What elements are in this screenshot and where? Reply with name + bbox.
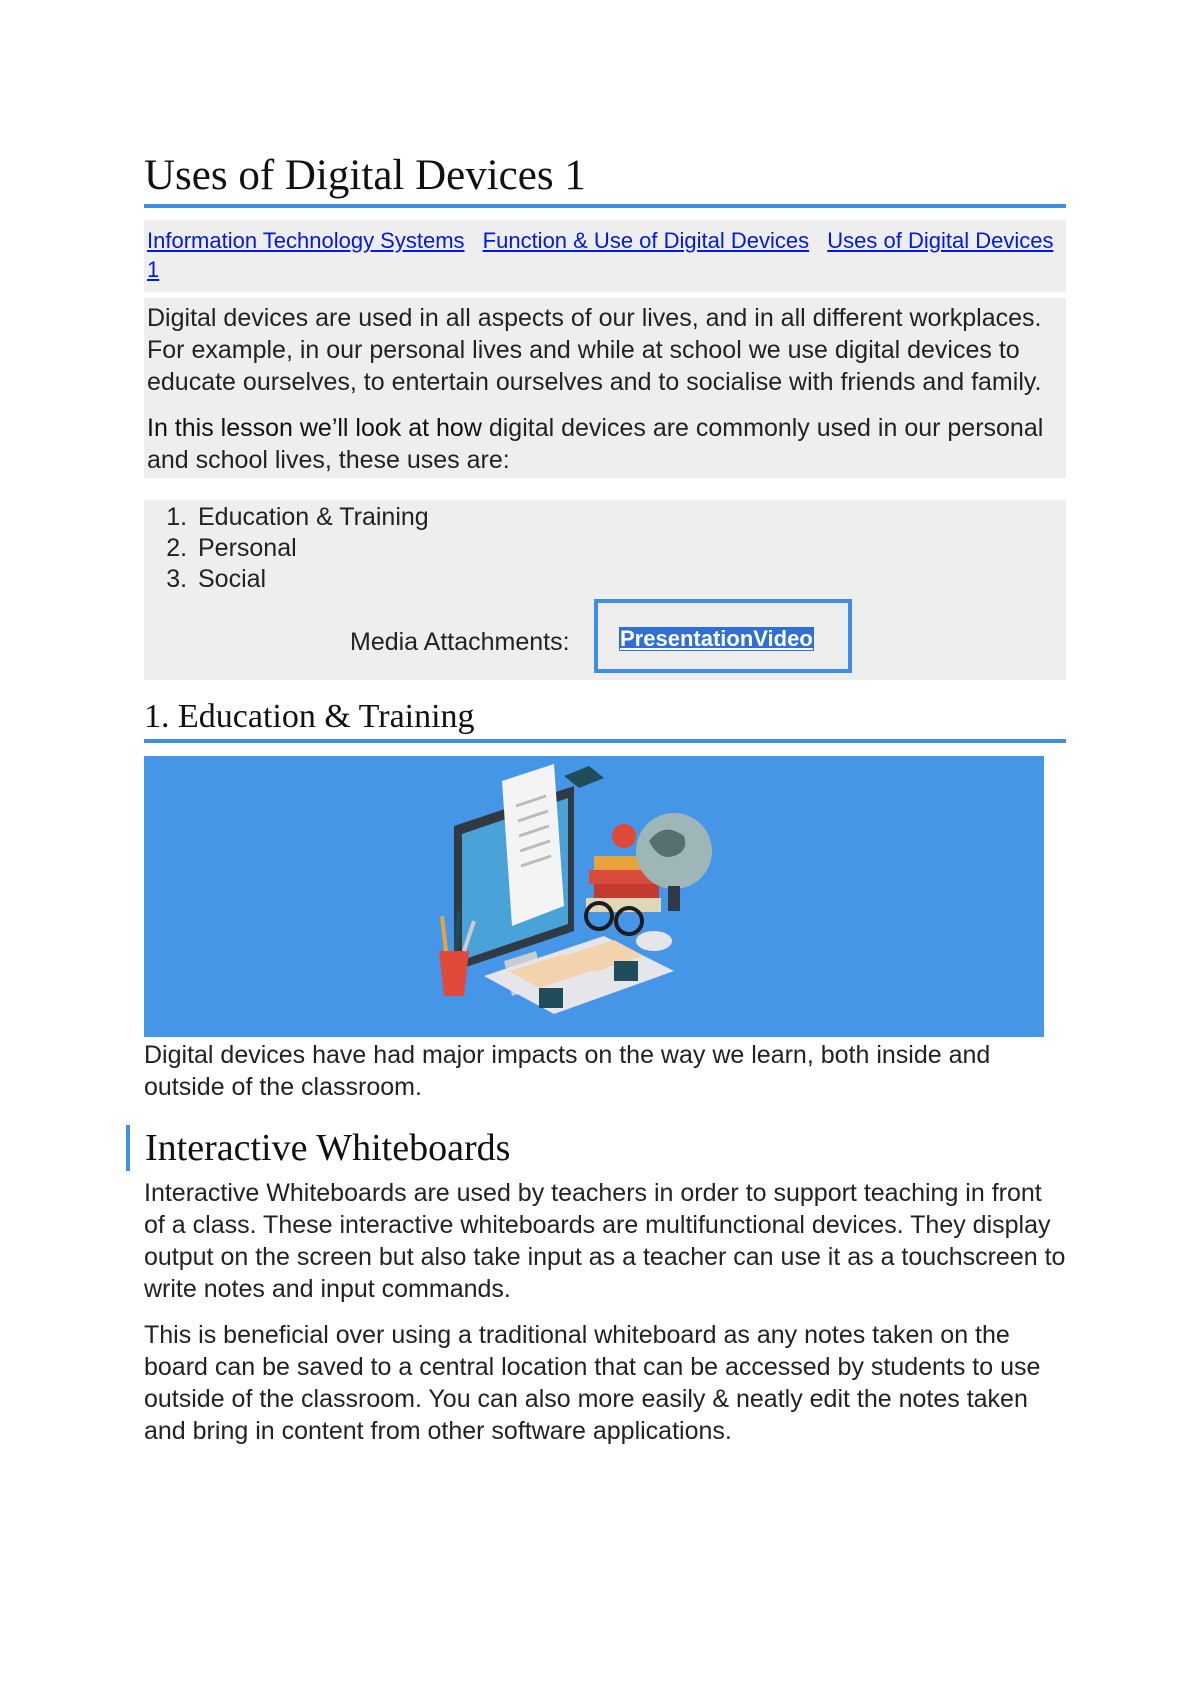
pen-cup-shape xyxy=(439,951,469,996)
breadcrumb-link-it-systems[interactable]: Information Technology Systems xyxy=(147,228,465,253)
media-attachments-row xyxy=(144,599,1066,679)
list-item: 1. Education & Training xyxy=(194,502,1066,533)
computer-desk-illustration xyxy=(144,756,1044,1037)
page-title: Uses of Digital Devices 1 xyxy=(144,150,1066,208)
intro-panel xyxy=(144,298,1066,478)
lesson-lead-rest: digital devices are commonly used in our personal and school lives, these uses are: xyxy=(147,414,1044,474)
media-attachment-links[interactable]: PresentationVideo xyxy=(620,626,813,651)
education-paragraph: Digital devices have had major impacts on the way we learn, both inside and outside of the classroom. xyxy=(144,1041,991,1101)
breadcrumb xyxy=(144,220,1066,292)
whiteboards-paragraph-2: This is beneficial over using a traditional whiteboard as any notes taken on the board can be saved to a central location that can be accessed by students to use outside of the classroom. You can also more easily & neatly edit the notes taken and bring in content from other software applications. xyxy=(144,1321,1041,1445)
lesson-lead-bold: In this lesson we’ll look at how xyxy=(147,414,482,442)
section-heading-whiteboards: Interactive Whiteboards xyxy=(126,1125,1066,1171)
mouse-shape xyxy=(636,931,672,951)
apple-shape xyxy=(612,824,636,848)
lesson-lead-paragraph xyxy=(147,412,1063,476)
document-sheet-shape xyxy=(502,764,564,926)
list-item: 2. Personal xyxy=(194,533,1066,564)
graduation-cap-shape xyxy=(564,766,604,788)
media-attachments-label: Media Attachments: xyxy=(350,628,570,656)
breadcrumb-link-function-use[interactable]: Function & Use of Digital Devices xyxy=(482,228,810,253)
book-shape xyxy=(594,884,659,898)
document-page xyxy=(144,150,1066,1461)
section-heading-education: 1. Education & Training xyxy=(144,696,1066,743)
uses-list xyxy=(144,502,1066,595)
media-attachments-box xyxy=(594,599,852,673)
education-illustration xyxy=(144,756,1044,1037)
whiteboards-paragraph-1: Interactive Whiteboards are used by teachers in order to support teaching in front of a class. These interactive whiteboards are multifunctional devices. They display output on the screen but also take input as a teacher can use it as a touchscreen to write notes and input commands. xyxy=(144,1179,1066,1303)
intro-paragraph: Digital devices are used in all aspects of our lives, and in all different workplaces. For example, in our personal lives and while at school we use digital devices to educate ourselves, to entertain ourselves and to socialise with friends and family. xyxy=(147,304,1042,396)
uses-panel xyxy=(144,500,1066,680)
list-item: 3. Social xyxy=(194,564,1066,595)
breadcrumb-link-current-page[interactable]: Uses of Digital Devices 1 xyxy=(147,228,1054,282)
